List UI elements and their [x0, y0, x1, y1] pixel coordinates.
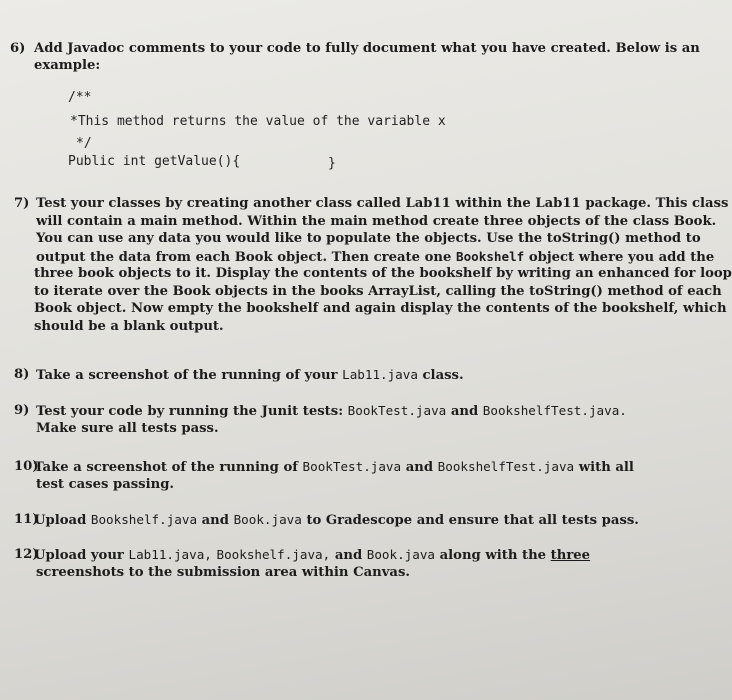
- inline-code: Bookshelf: [456, 248, 525, 264]
- item-text-part: Upload: [34, 513, 87, 528]
- code-line: *This method returns the value of the variable x: [70, 114, 446, 129]
- item-text-line: to iterate over the Book objects in the books ArrayList, calling the toString() method of each: [34, 283, 722, 299]
- item-12: [14, 546, 664, 586]
- code-line: */: [76, 136, 92, 151]
- item-number: 9): [14, 403, 30, 418]
- item-text-line: example:: [34, 58, 101, 73]
- item-number: 11): [14, 512, 39, 527]
- underlined-word: three: [550, 548, 591, 563]
- item-text-part: and: [405, 460, 434, 475]
- item-text-line: [36, 366, 464, 385]
- item-text-part: along with the: [439, 548, 547, 563]
- inline-code: BookshelfTest.java.: [482, 403, 627, 418]
- item-text-part: class.: [422, 368, 464, 383]
- inline-code: BookTest.java: [302, 459, 402, 474]
- item-8: [14, 366, 664, 386]
- item-text-line: [34, 458, 634, 477]
- code-line: Public int getValue(){: [68, 154, 241, 169]
- item-10: [14, 458, 664, 496]
- item-text-part: output the data from each Book object. Then create one: [36, 249, 452, 265]
- inline-code: BookshelfTest.java: [437, 459, 575, 474]
- item-text-line: screenshots to the submission area within Canvas.: [36, 565, 410, 580]
- item-number: 12): [14, 547, 39, 562]
- inline-code: Bookshelf.java: [90, 512, 198, 527]
- item-text-line: [34, 511, 639, 530]
- item-text-line: [34, 546, 590, 565]
- item-text-line: three book objects to it. Display the contents of the bookshelf by writing an enhanced for loop: [34, 266, 732, 281]
- item-text-line: Book object. Now empty the bookshelf and again display the contents of the bookshelf, which: [34, 301, 727, 316]
- inline-code: Lab11.java: [342, 367, 418, 382]
- item-number: 7): [14, 196, 30, 211]
- item-text-line: test cases passing.: [36, 476, 175, 492]
- item-text-part: and: [450, 404, 479, 419]
- item-text-part: to Gradescope and ensure that all tests pass.: [306, 513, 639, 528]
- item-text-line: [36, 402, 627, 421]
- item-text-line: [36, 248, 714, 267]
- item-text-part: with all: [578, 460, 634, 475]
- item-text-part: Upload your: [34, 548, 124, 563]
- item-text-line: Make sure all tests pass.: [36, 420, 219, 436]
- item-text-part: Take a screenshot of the running of your: [36, 368, 338, 383]
- item-text-line: should be a blank output.: [34, 318, 224, 334]
- item-7: [14, 195, 732, 355]
- item-text-line: Test your classes by creating another class called Lab11 within the Lab11 package. This class: [36, 196, 729, 211]
- item-text-part: object where you add the: [528, 249, 715, 265]
- item-11: [14, 511, 664, 531]
- inline-code: Bookshelf.java,: [216, 547, 331, 562]
- item-text-part: and: [201, 513, 229, 528]
- item-text-part: Take a screenshot of the running of: [34, 460, 298, 475]
- item-text-line: You can use any data you would like to populate the objects. Use the toString() method to: [36, 231, 701, 246]
- inline-code: Lab11.java,: [128, 547, 212, 562]
- item-text-line: Add Javadoc comments to your code to fully document what you have created. Below is an: [34, 41, 700, 56]
- item-number: 6): [10, 41, 26, 56]
- code-line: /**: [68, 90, 92, 105]
- item-text-line: will contain a main method. Within the main method create three objects of the class Book.: [36, 213, 717, 229]
- item-number: 10): [14, 459, 39, 474]
- code-line: }: [328, 156, 336, 171]
- item-number: 8): [14, 367, 30, 382]
- inline-code: BookTest.java: [347, 403, 447, 418]
- inline-code: Book.java: [366, 547, 436, 562]
- item-6: [10, 40, 700, 80]
- item-9: [14, 402, 664, 440]
- inline-code: Book.java: [233, 512, 302, 527]
- item-text-part: Test your code by running the Junit tests:: [36, 404, 344, 419]
- item-text-part: and: [334, 548, 363, 563]
